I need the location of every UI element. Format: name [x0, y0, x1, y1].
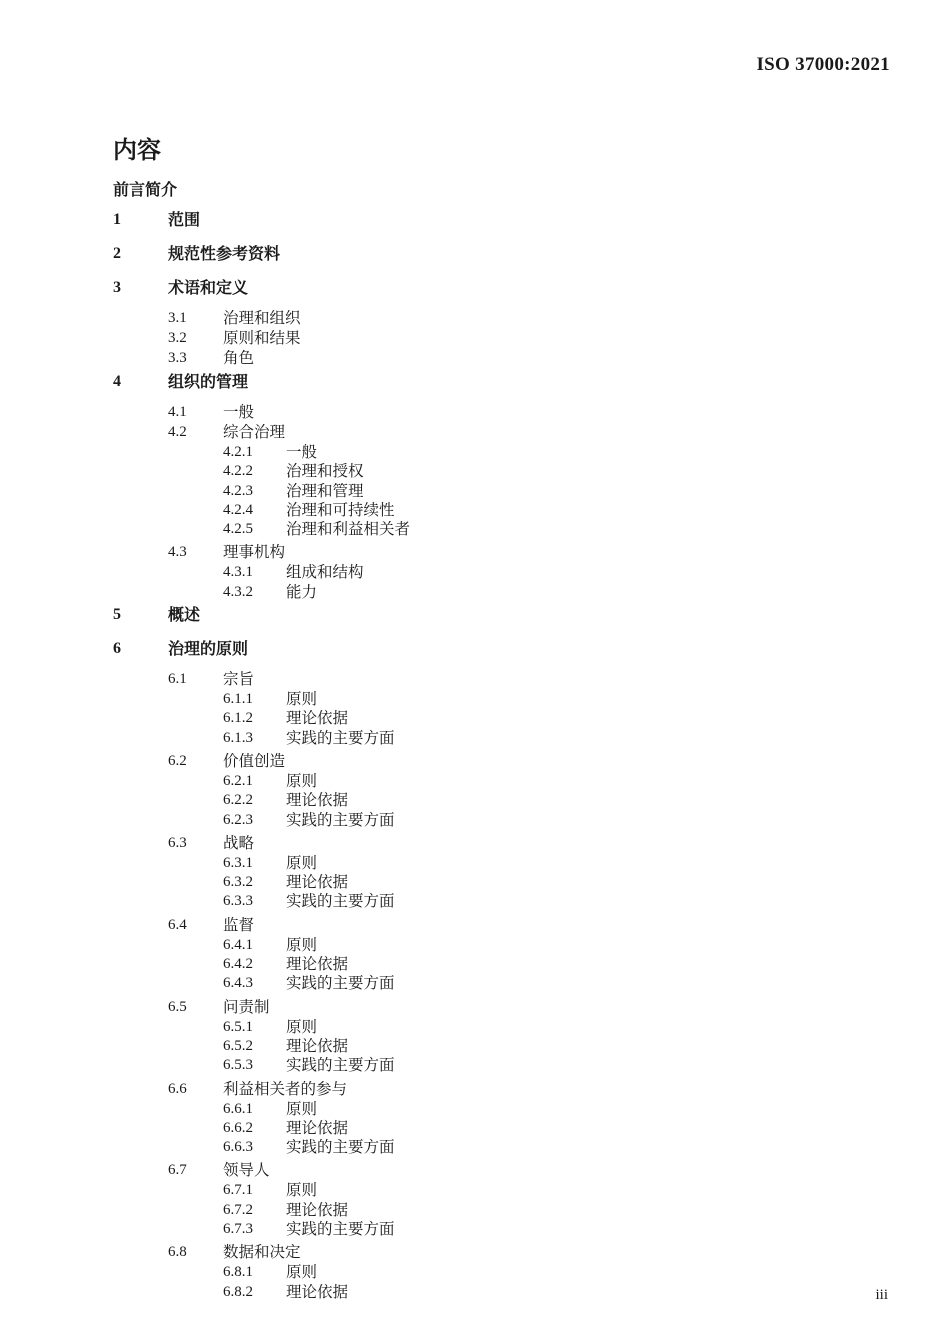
toc-entry[interactable]	[113, 328, 813, 348]
toc-entry-number: 4.2	[168, 424, 187, 440]
toc-entry-title: 范围	[168, 210, 201, 229]
toc-entry[interactable]	[113, 1262, 813, 1281]
toc-entry-title: 综合治理	[223, 423, 286, 441]
toc-entry-title: 前言简介	[113, 180, 178, 199]
toc-entry-title: 实践的主要方面	[286, 1220, 395, 1239]
toc-entry[interactable]	[113, 519, 813, 538]
toc-entry-title: 实践的主要方面	[286, 728, 395, 747]
toc-entry-title: 理论依据	[286, 955, 349, 974]
toc-entry[interactable]	[113, 1137, 813, 1156]
toc-entry-title: 角色	[223, 349, 255, 367]
toc-entry-title: 规范性参考资料	[168, 244, 281, 263]
toc-entry-number: 6.1.3	[223, 729, 253, 746]
toc-entry-number: 6.5	[168, 998, 187, 1015]
toc-entry-title: 原则	[286, 1099, 318, 1118]
toc-entry-number: 6.3	[168, 834, 187, 851]
toc-entry-title: 原则	[286, 935, 318, 954]
toc-entry-title: 原则	[286, 771, 318, 790]
toc-entry-title: 一般	[286, 443, 318, 461]
toc-entry[interactable]	[113, 402, 813, 422]
toc-entry-title: 利益相关者的参与	[223, 1079, 348, 1098]
toc-entry-number: 6.3.3	[223, 893, 253, 910]
toc-entry-number: 4.2.2	[223, 463, 253, 480]
toc-entry-number: 3.3	[168, 350, 187, 366]
toc-entry-title: 理论依据	[286, 1036, 349, 1055]
toc-entry-title: 理论依据	[286, 1118, 349, 1137]
toc-entry-number: 6.3.1	[223, 854, 253, 871]
toc-entry[interactable]	[113, 562, 813, 581]
toc-entry[interactable]	[113, 180, 813, 206]
toc-entry-title: 原则	[286, 1181, 318, 1200]
toc-entry-title: 治理和可持续性	[286, 500, 395, 519]
toc-entry[interactable]	[113, 422, 813, 442]
table-of-contents	[113, 180, 813, 1301]
toc-entry-title: 能力	[286, 582, 318, 601]
toc-entry-number: 6.8.1	[223, 1264, 253, 1281]
toc-entry-number: 6.8	[168, 1244, 187, 1261]
toc-entry[interactable]	[113, 810, 813, 829]
toc-entry[interactable]	[113, 1219, 813, 1238]
toc-entry[interactable]	[113, 954, 813, 973]
toc-entry[interactable]	[113, 853, 813, 872]
toc-entry-title: 实践的主要方面	[286, 1056, 395, 1075]
toc-entry-number: 4	[113, 373, 121, 390]
toc-entry-title: 理论依据	[286, 709, 349, 728]
toc-entry-title: 问责制	[223, 997, 270, 1016]
toc-entry-title: 理论依据	[286, 873, 349, 892]
toc-entry-number: 6.2.1	[223, 772, 253, 789]
toc-entry-number: 3.2	[168, 330, 187, 346]
toc-entry-title: 实践的主要方面	[286, 1138, 395, 1157]
toc-entry[interactable]	[113, 1055, 813, 1074]
toc-entry-number: 6	[113, 640, 121, 658]
toc-entry-number: 4.2.1	[223, 444, 253, 460]
toc-entry-number: 6.2.3	[223, 811, 253, 828]
toc-entry[interactable]	[113, 308, 813, 328]
toc-entry[interactable]	[113, 1079, 813, 1099]
page-number: iii	[875, 1287, 888, 1303]
toc-entry-number: 6.2.2	[223, 792, 253, 809]
toc-entry-number: 6.7	[168, 1162, 187, 1179]
toc-entry-number: 3	[113, 279, 121, 296]
toc-entry-number: 6.7.2	[223, 1201, 253, 1218]
toc-entry-number: 5	[113, 606, 121, 624]
toc-entry[interactable]	[113, 1160, 813, 1180]
toc-entry-number: 6.1	[168, 671, 187, 688]
toc-entry-number: 6.4	[168, 916, 187, 933]
toc-entry[interactable]	[113, 751, 813, 771]
toc-entry[interactable]	[113, 1036, 813, 1055]
toc-entry[interactable]	[113, 1180, 813, 1199]
toc-entry[interactable]	[113, 481, 813, 500]
toc-entry-title: 原则	[286, 853, 318, 872]
toc-entry-number: 6.8.2	[223, 1283, 253, 1300]
toc-entry-title: 治理和授权	[286, 462, 364, 481]
toc-entry[interactable]	[113, 771, 813, 790]
toc-entry[interactable]	[113, 935, 813, 954]
toc-entry-number: 6.7.1	[223, 1182, 253, 1199]
toc-entry[interactable]	[113, 973, 813, 992]
toc-entry-number: 6.4.1	[223, 936, 253, 953]
toc-entry[interactable]	[113, 669, 813, 689]
toc-entry[interactable]	[113, 872, 813, 891]
toc-entry[interactable]	[113, 244, 813, 274]
toc-entry[interactable]	[113, 915, 813, 935]
toc-entry[interactable]	[113, 1242, 813, 1262]
toc-entry-title: 术语和定义	[168, 278, 249, 297]
toc-entry-title: 原则和结果	[223, 329, 301, 347]
toc-entry-number: 6.1.2	[223, 710, 253, 727]
toc-entry-number: 6.5.2	[223, 1037, 253, 1054]
toc-entry[interactable]	[113, 833, 813, 853]
toc-title: 内容	[113, 136, 161, 164]
toc-entry[interactable]	[113, 639, 813, 669]
toc-entry-title: 价值创造	[223, 751, 286, 770]
toc-entry-number: 6.5.3	[223, 1057, 253, 1074]
toc-entry-title: 原则	[286, 1017, 318, 1036]
toc-entry[interactable]	[113, 1118, 813, 1137]
toc-entry-title: 理事机构	[223, 543, 286, 562]
toc-entry-number: 1	[113, 211, 121, 228]
toc-entry-number: 4.3.1	[223, 564, 253, 581]
toc-entry-number: 4.2.4	[223, 501, 253, 518]
toc-entry[interactable]	[113, 689, 813, 708]
toc-entry-title: 领导人	[223, 1161, 270, 1180]
toc-entry-title: 治理和组织	[223, 309, 301, 327]
toc-entry-number: 6.6.1	[223, 1100, 253, 1117]
toc-entry[interactable]	[113, 542, 813, 562]
toc-entry-title: 理论依据	[286, 1282, 349, 1301]
toc-entry[interactable]	[113, 210, 813, 240]
toc-entry-title: 原则	[286, 1263, 318, 1282]
toc-entry-number: 3.1	[168, 310, 187, 326]
toc-entry-title: 概述	[168, 605, 201, 625]
toc-entry[interactable]	[113, 728, 813, 747]
toc-entry-title: 治理的原则	[168, 639, 249, 659]
toc-entry[interactable]	[113, 997, 813, 1017]
toc-entry-title: 监督	[223, 915, 255, 934]
toc-entry[interactable]	[113, 1017, 813, 1036]
toc-entry-number: 6.3.2	[223, 874, 253, 891]
toc-entry-number: 4.2.3	[223, 482, 253, 499]
toc-entry-title: 理论依据	[286, 1200, 349, 1219]
toc-entry-number: 6.7.3	[223, 1221, 253, 1238]
toc-entry-number: 4.2.5	[223, 521, 253, 538]
toc-entry-title: 治理和管理	[286, 481, 364, 500]
toc-entry-title: 宗旨	[223, 670, 255, 689]
toc-entry-title: 数据和决定	[223, 1243, 301, 1262]
toc-entry-title: 治理和利益相关者	[286, 520, 411, 539]
toc-entry[interactable]	[113, 582, 813, 601]
toc-entry[interactable]	[113, 605, 813, 635]
toc-entry-title: 实践的主要方面	[286, 810, 395, 829]
toc-entry[interactable]	[113, 891, 813, 910]
toc-entry[interactable]	[113, 461, 813, 480]
toc-entry-title: 一般	[223, 403, 255, 421]
toc-entry[interactable]	[113, 1282, 813, 1301]
toc-entry[interactable]	[113, 500, 813, 519]
toc-entry-number: 6.4.3	[223, 975, 253, 992]
toc-entry-number: 2	[113, 245, 121, 262]
toc-entry[interactable]	[113, 442, 813, 461]
toc-entry-title: 实践的主要方面	[286, 892, 395, 911]
toc-entry-number: 6.5.1	[223, 1018, 253, 1035]
toc-entry-title: 实践的主要方面	[286, 974, 395, 993]
toc-entry-number: 6.6.3	[223, 1139, 253, 1156]
toc-entry-title: 战略	[223, 833, 255, 852]
toc-entry-number: 6.6	[168, 1080, 187, 1097]
toc-entry[interactable]	[113, 372, 813, 402]
toc-entry-title: 组织的管理	[168, 372, 249, 391]
toc-entry-title: 理论依据	[286, 791, 349, 810]
toc-entry-number: 6.4.2	[223, 956, 253, 973]
toc-entry-number: 4.1	[168, 404, 187, 420]
toc-entry-number: 6.1.1	[223, 691, 253, 708]
toc-entry-title: 原则	[286, 690, 318, 709]
toc-entry[interactable]	[113, 348, 813, 368]
toc-entry[interactable]	[113, 1099, 813, 1118]
toc-entry-number: 4.3.2	[223, 583, 253, 600]
toc-entry-number: 6.6.2	[223, 1119, 253, 1136]
toc-entry[interactable]	[113, 708, 813, 727]
toc-entry-number: 4.3	[168, 544, 187, 561]
toc-entry[interactable]	[113, 1200, 813, 1219]
toc-entry[interactable]	[113, 790, 813, 809]
toc-entry[interactable]	[113, 278, 813, 308]
toc-entry-number: 6.2	[168, 752, 187, 769]
toc-entry-title: 组成和结构	[286, 563, 364, 582]
document-id: ISO 37000:2021	[756, 54, 890, 75]
